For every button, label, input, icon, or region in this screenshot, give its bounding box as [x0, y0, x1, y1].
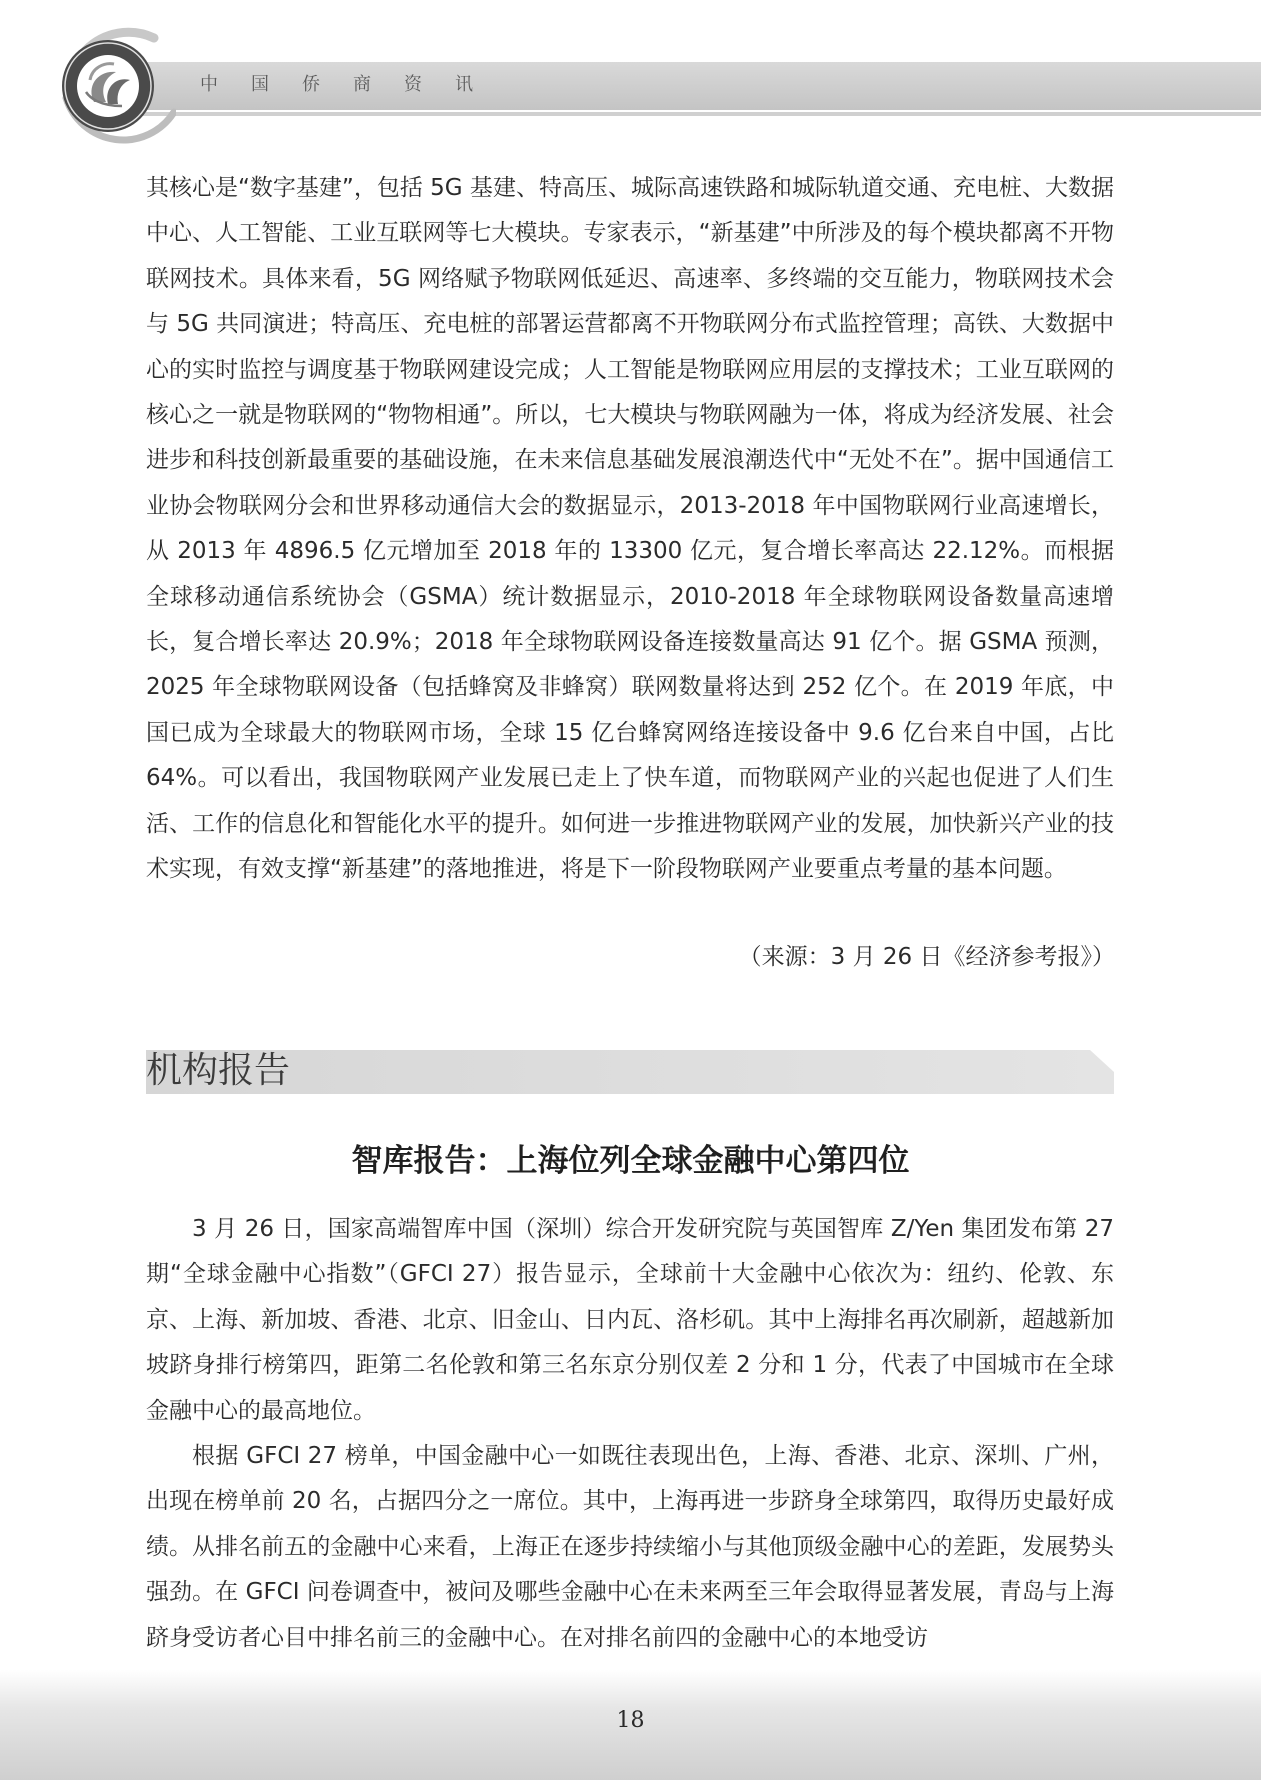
source-citation: （来源：3 月 26 日《经济参考报》）	[738, 944, 1115, 970]
article-paragraph: 其核心是“数字基建”，包括 5G 基建、特高压、城际高速铁路和城际轨道交通、充电桩、大数据中心、人工智能、工业互联网等七大模块。专家表示，“新基建”中所涉及的每个模块都离不开物联网技术。具体来看，5G 网络赋予物联网低延迟、高速率、多终端的交互能力，物联网技术会与 5G 共同演进；特高压、充电桩的部署运营都离不开物联网分布式监控管理；高铁、大数据中心的实时监控与调度基于物联网建设完成；人工智能是物联网应用层的支撑技术；工业互联网的核心之一就是物联网的“物物相通”。所以，七大模块与物联网融为一体，将成为经济发展、社会进步和科技创新最重要的基础设施，在未来信息基础发展浪潮迭代中“无处不在”。据中国通信工业协会物联网分会和世界移动通信大会的数据显示，2013-2018 年中国物联网行业高速增长，从 2013 年 4896.5 亿元增加至 2018 年的 13300 亿元，复合增长率高达 22.12%。而根据全球移动通信系统协会（GSMA）统计数据显示，2010-2018 年全球物联网设备数量高速增长，复合增长率达 20.9%；2018 年全球物联网设备连接数量高达 91 亿个。据 GSMA 预测，2025 年全球物联网设备（包括蜂窝及非蜂窝）联网数量将达到 252 亿个。在 2019 年底，中国已成为全球最大的物联网市场，全球 15 亿台蜂窝网络连接设备中 9.6 亿台来自中国，占比 64%。可以看出，我国物联网产业发展已走上了快车道，而物联网产业的兴起也促进了人们生活、工作的信息化和智能化水平的提升。如何进一步推进物联网产业的发展，加快新兴产业的技术实现，有效支撑“新基建”的落地推进，将是下一阶段物联网产业要重点考量的基本问题。	[146, 175, 1114, 883]
article-paragraph: 3 月 26 日，国家高端智库中国（深圳）综合开发研究院与英国智库 Z/Yen 集团发布第 27 期“全球金融中心指数”（GFCI 27）报告显示，全球前十大金融中心依次为：纽约、伦敦、东京、上海、新加坡、香港、北京、旧金山、日内瓦、洛杉矶。其中上海排名再次刷新，超越新加坡跻身排行榜第四，距第二名伦敦和第三名东京分别仅差 2 分和 1 分，代表了中国城市在全球金融中心的最高地位。	[146, 1216, 1114, 1424]
article-paragraph: 根据 GFCI 27 榜单，中国金融中心一如既往表现出色，上海、香港、北京、深圳、广州，出现在榜单前 20 名，占据四分之一席位。其中，上海再进一步跻身全球第四，取得历史最好成绩。从排名前五的金融中心来看，上海正在逐步持续缩小与其他顶级金融中心的差距，发展势头强劲。在 GFCI 问卷调查中，被问及哪些金融中心在未来两至三年会取得显著发展，青岛与上海跻身受访者心目中排名前三的金融中心。在对排名前四的金融中心的本地受访	[146, 1443, 1114, 1651]
header-title: 中国侨商资讯	[200, 74, 506, 95]
page-number: 18	[616, 1708, 645, 1733]
section-header-band	[146, 1050, 1114, 1094]
article-title: 智库报告：上海位列全球金融中心第四位	[351, 1143, 910, 1179]
header-stripe	[120, 112, 1261, 116]
organization-logo	[46, 20, 176, 150]
section-title: 机构报告	[146, 1050, 291, 1091]
